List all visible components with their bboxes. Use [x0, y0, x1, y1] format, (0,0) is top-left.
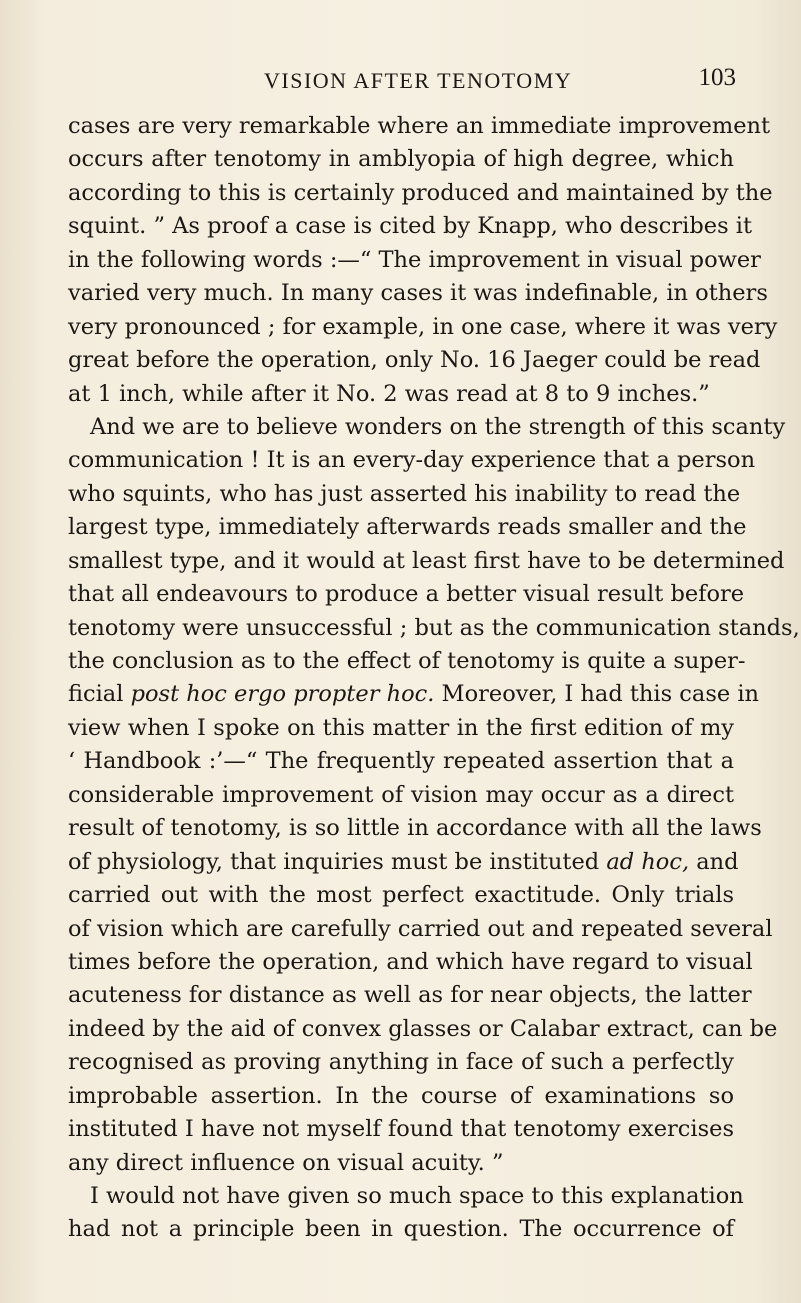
text-line [68, 545, 785, 578]
text-line [68, 1046, 734, 1079]
text-line [68, 277, 768, 310]
text-line [68, 411, 786, 444]
text-segment: cases are very remarkable where an immediate improvement [68, 113, 771, 139]
italic-text-segment: ad hoc, [606, 848, 690, 875]
text-segment: that all endeavours to produce a better visual result before [68, 581, 745, 608]
text-segment: who squints, who has just asserted his inability to read the [68, 480, 741, 507]
text-line [68, 1113, 734, 1146]
text-segment: had not a principle been in question. The occurrence of [68, 1216, 734, 1243]
text-line [68, 979, 752, 1012]
text-line [68, 779, 734, 812]
text-line [68, 110, 771, 143]
text-segment: in the following words :—“ The improvement in visual power [68, 246, 761, 273]
text-segment: result of tenotomy, is so little in accordance with all the laws [68, 815, 762, 842]
text-segment: occurs after tenotomy in amblyopia of high degree, which [68, 146, 734, 173]
text-line [68, 378, 734, 411]
text-segment: acuteness for distance as well as for near objects, the latter [68, 982, 752, 1009]
text-line [68, 244, 761, 277]
page-number: 103 [698, 64, 736, 91]
body-text [68, 110, 800, 1247]
text-segment: smallest type, and it would at least first have to be determined [68, 547, 785, 574]
text-line [68, 1213, 734, 1246]
text-segment: great before the operation, only No. 16 Jaeger could be read [68, 347, 761, 374]
text-line [68, 578, 745, 611]
text-segment: I would not have given so much space to this explanation [90, 1183, 744, 1209]
text-segment: varied very much. In many cases it was indefinable, in others [68, 280, 768, 307]
text-segment: at 1 inch, while after it No. 2 was read at 8 to 9 inches.” [68, 380, 710, 407]
text-segment: according to this is certainly produced and maintained by the [68, 179, 773, 206]
text-segment: ‘ Handbook :’—“ The frequently repeated assertion that a [68, 748, 734, 775]
text-line [68, 1147, 734, 1180]
text-line [68, 1180, 744, 1213]
text-line [68, 645, 746, 678]
text-segment: view when I spoke on this matter in the first edition of my [68, 714, 734, 741]
text-line [68, 210, 753, 243]
text-segment: tenotomy were unsuccessful ; but as the communication stands, [68, 614, 800, 641]
text-segment: any direct influence on visual acuity. ” [68, 1149, 504, 1176]
text-line [68, 879, 734, 912]
text-segment: times before the operation, and which have regard to visual [68, 948, 753, 975]
text-segment: And we are to believe wonders on the strength of this scanty [90, 413, 786, 440]
text-line [68, 1080, 734, 1113]
text-segment: considerable improvement of vision may occur as a direct [68, 781, 734, 808]
text-line [68, 444, 756, 477]
text-line [68, 143, 734, 176]
text-line [68, 511, 747, 544]
text-line [68, 311, 778, 344]
text-segment: and [689, 848, 739, 875]
text-line [68, 913, 773, 946]
text-segment: ficial [68, 681, 131, 708]
text-segment: improbable assertion. In the course of examinations so [68, 1082, 734, 1109]
text-segment: of physiology, that inquiries must be instituted [68, 848, 607, 875]
text-segment: of vision which are carefully carried out and repeated several [68, 915, 773, 942]
italic-text-segment: post hoc ergo propter hoc. [130, 681, 435, 708]
text-segment: very pronounced ; for example, in one case, where it was very [68, 313, 778, 340]
text-line [68, 478, 741, 511]
text-segment: the conclusion as to the effect of tenotomy is quite a super- [68, 648, 746, 674]
text-segment: Moreover, I had this case in [434, 681, 760, 708]
text-line [68, 712, 734, 745]
text-line [68, 344, 761, 377]
running-title: VISION AFTER TENOTOMY [264, 68, 573, 93]
text-line [68, 745, 734, 778]
text-line [68, 812, 762, 845]
text-line [68, 612, 800, 645]
text-line [68, 1013, 778, 1046]
text-segment: largest type, immediately afterwards reads smaller and the [68, 514, 747, 541]
text-segment: indeed by the aid of convex glasses or Calabar extract, can be [68, 1015, 778, 1042]
text-line [68, 678, 760, 711]
text-segment: communication ! It is an every-day experience that a person [68, 447, 756, 474]
text-line [68, 946, 753, 979]
text-segment: recognised as proving anything in face of such a perfectly [68, 1049, 734, 1076]
text-segment: instituted I have not myself found that tenotomy exercises [68, 1116, 734, 1143]
text-segment: carried out with the most perfect exactitude. Only trials [68, 882, 734, 909]
text-line [68, 177, 773, 210]
text-line [68, 846, 739, 879]
text-segment: squint. ” As proof a case is cited by Knapp, who describes it [68, 213, 753, 240]
